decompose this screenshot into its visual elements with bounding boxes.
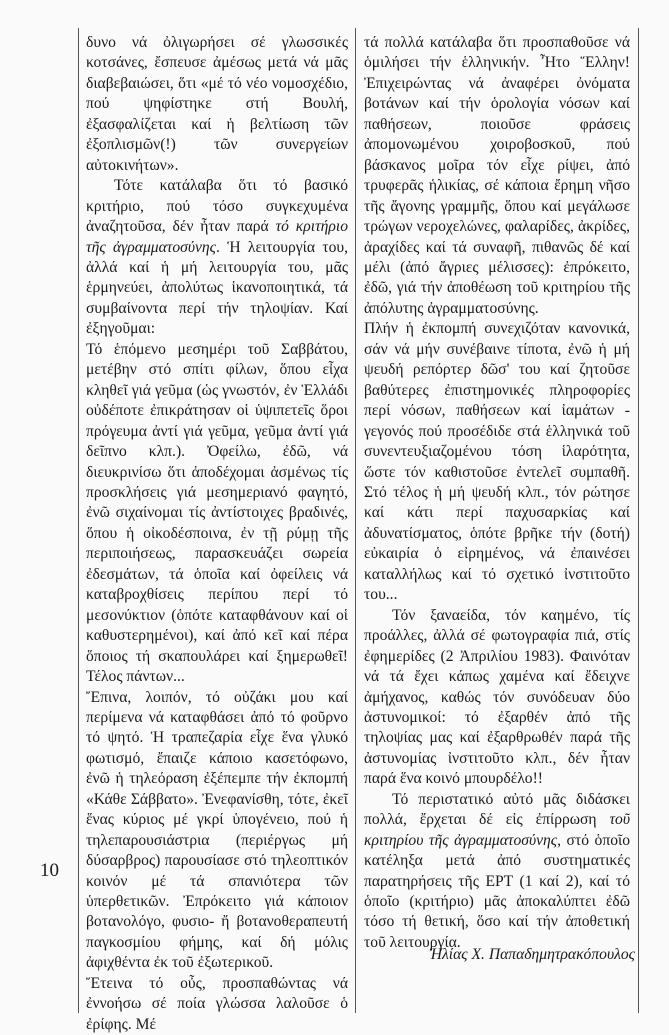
paragraph: Τό ἑπόμενο μεσημέρι τοῦ Σαββάτου, μετέβην στό σπίτι φίλων, ὅπου εἶχα κληθεῖ γιά γεῦμα (ὡς γνωστόν, ἐν Ἑλλάδι οὐδέποτε ἐπικράτησαν οἱ ὑψιπετεῖς ὅροι πρόγευμα ἀντί γιά γεῦμα, γεῦμα ἀντί γιά δεῖπνο κλπ.). Ὀφείλω, ἐδῶ, νά διευκρινίσω ὅτι ἀποδέχομαι ἀσμένως τίς προσκλήσεις γιά μεσημεριανό φαγητό, ἐνῶ σιχαίνομαι τίς ἀντίστοιχες βραδινές, ὅπου ἡ οἰκοδέσποινα, ἐν τῇ ρύμῃ τῆς περιποιήσεως, παρασκευάζει σωρεία ἐδεσμάτων, τά ὁποῖα καί ὀφείλεις νά καταβροχθίσεις περίπου περί τό μεσονύκτιον (ὁπότε καταφθάνουν καί οἱ καθυστερημένοι), καί ἀπό κεῖ καί πέρα ὅποιος τή σκαπουλάρει καί ξημερωθεῖ! Τέλος πάντων... [86, 340, 348, 686]
paragraph [86, 176, 348, 340]
right-column [364, 33, 630, 953]
column-divider [355, 28, 356, 1013]
paragraph: Ἔπινα, λοιπόν, τό οὐζάκι μου καί περίμενα νά καταφθάσει ἀπό τό φοῦρνο τό ψητό. Ἡ τραπεζαρία εἶχε ἕνα γλυκό φωτισμό, ἔπαιζε κάποιο κασετόφωνο, ἐνῶ ἡ τηλεόραση ἐξέπεμπε τήν ἐκπομπή «Κάθε Σάββατο». Ἐνεφανίσθη, τότε, ἐκεῖ ἕνας κύριος μέ γκρί ὑπογένειο, πού ἡ τηλεπαρουσιάστρια (περιέργως μή δύσαρβρος) παρουσίασε στό τηλεοπτικόν κοινόν μέ τά σπανιότερα τῶν ὑπερθετικῶν. Ἐπρόκειτο γιά κάποιον βοτανολόγο, φυσιο- ἤ βοτανοθεραπευτή παγκοσμίου φήμης, καί δή μόλις ἀφιχθέντα ἐκ τοῦ ἐξωτερικοῦ. [86, 688, 348, 972]
left-margin-rule [78, 28, 79, 1013]
emphasis-text: τοῦ κριτηρίου τῆς ἀγραμματοσύνης [364, 811, 630, 849]
paragraph-text: Τό περιστατικό αὐτό μᾶς διδάσκει πολλά, ἔρχεται δέ εἰς ἐπίρρωση [364, 790, 630, 829]
right-margin-rule [638, 28, 639, 1013]
paragraph: τά πολλά κατάλαβα ὅτι προσπαθοῦσε νά ὁμιλήσει τήν ἑλληνικήν. Ἦτο Ἕλλην! Ἐπιχειρώντας νά ἀναφέρει ὀνόματα βοτάνων καί τήν ὁρολογία νόσων καί παθήσεων, ποιοῦσε φράσεις ἀπομονωμένου χοιροβοσκοῦ, πού βάσκανος μοῖρα τόν εἶχε ρίψει, ἀπό τρυφερᾶς ἡλικίας, σέ κάποια ἔρημη νῆσο τῆς ἄγονης γραμμῆς, ὅπου καί μεγάλωσε τρώγων νεροχελώνες, φαλαρίδες, ἀκρίδες, ἀραχίδες καί τά συναφῆ, πιθανῶς δέ καί μέλι (ἀπό ἄγριες μέλισσες): ἐπρόκειτο, ἐδῶ, γιά τήν ἀποθέωση τοῦ κριτηρίου τῆς ἀπόλυτης ἀγραμματοσύνης. [364, 34, 630, 317]
paragraph: δυνο νά ὀλιγωρήσει σέ γλωσσικές κοτσάνες, ἔσπευσε ἀμέσως μετά νά μᾶς διαβεβαιώσει, ὅτι «μέ τό νέο νομοσχέδιο, πού ψηφίστηκε στή Βουλή, ἐξασφαλίζεται καί ἡ βελτίωση τῶν ἐξοπλισμῶν(!) τῶν συνεργείων αὐτοκινήτων». [86, 34, 348, 174]
paragraph-text: , στό ὁποῖο κατέληξα μετά ἀπό συστηματικές παρατηρήσεις τῆς ΕΡΤ (1 καί 2), καί τό ὁποῖο (κριτήριο) μᾶς ἀποκαλύπτει ἐδῶ τόσο τή θετική, ὅσο καί τήν ἀποθετική τοῦ λειτουργία. [364, 831, 630, 951]
paragraph: Ἔτεινα τό οὖς, προσπαθώντας νά ἐννοήσω σέ ποία γλώσσα λαλοῦσε ὁ ἐρίφης. Μέ [86, 974, 348, 1033]
paragraph: Πλήν ἡ ἐκπομπή συνεχιζόταν κανονικά, σάν νά μήν συνέβαινε τίποτα, ἐνῶ ἡ μή ψευδή ρεπόρτερ δῶσ' του καί ζητοῦσε βαθύτερες ἐπιστημονικές πληροφορίες περί νόσων, παθήσεων καί ἰαμάτων - γεγονός πού προσέδιδε στά ἑλληνικά τοῦ συνεντευξιαζομένου τόση ἱλαρότητα, ὥστε τόν καθιστοῦσε ἐντελεῖ συμπαθῆ. Στό τέλος ἡ μή ψευδή κλπ., τόν ρώτησε καί κάτι περί παχυσαρκίας καί ἀδυνατίσματος, ὁπότε βρῆκε τήν (δοτή) εὐκαιρία ὁ εἰρημένος, νά ἐπαινέσει καταλλήλως καί τό σχετικό ἰνστιτοῦτο του... [364, 320, 630, 604]
paragraph-text: Τότε κατάλαβα ὅτι τό βασικό κριτήριο, πού τόσο συγκεχυμένα ἀναζητοῦσα, δέν ἦταν παρά [86, 177, 348, 236]
author-signature: Ἠλίας Χ. Παπαδημητρακόπουλος [429, 946, 635, 963]
paragraph: Τόν ξαναείδα, τόν καημένο, τίς προάλλες, ἀλλά σέ φωτογραφία πιά, στίς ἐφημερίδες (2 Ἀπριλίου 1983). Φαινόταν νά τά ἔχει κάπως χαμένα καί ἔδειχνε ἀμήχανος, καθώς τόν συνόδευαν δύο ἀστυνομικοί: τό ἐξαρθέν ἀπό τῆς τηλοψίας μας καί ἐξαρθρωθέν παρά τῆς ἀστυνομίας ἰνστιτοῦτο κλπ., δέν ἦταν παρά ἕνα κοινό μπουρδέλο!! [364, 606, 630, 788]
emphasis-text: τό κριτήριο τῆς ἀγραμματοσύνης [86, 218, 349, 256]
paragraph-text: . Ἡ λειτουργία του, ἀλλά καί ἡ μή λειτουργία του, μᾶς ἑρμηνεύει, ἀπολύτως ἱκανοποιητικά, τά συμβαίνοντα περί τήν τηλοψίαν. Καί ἐξηγοῦμαι: [86, 238, 348, 338]
page-number: 10 [40, 860, 59, 881]
left-column [86, 33, 348, 1035]
paragraph [364, 790, 630, 954]
